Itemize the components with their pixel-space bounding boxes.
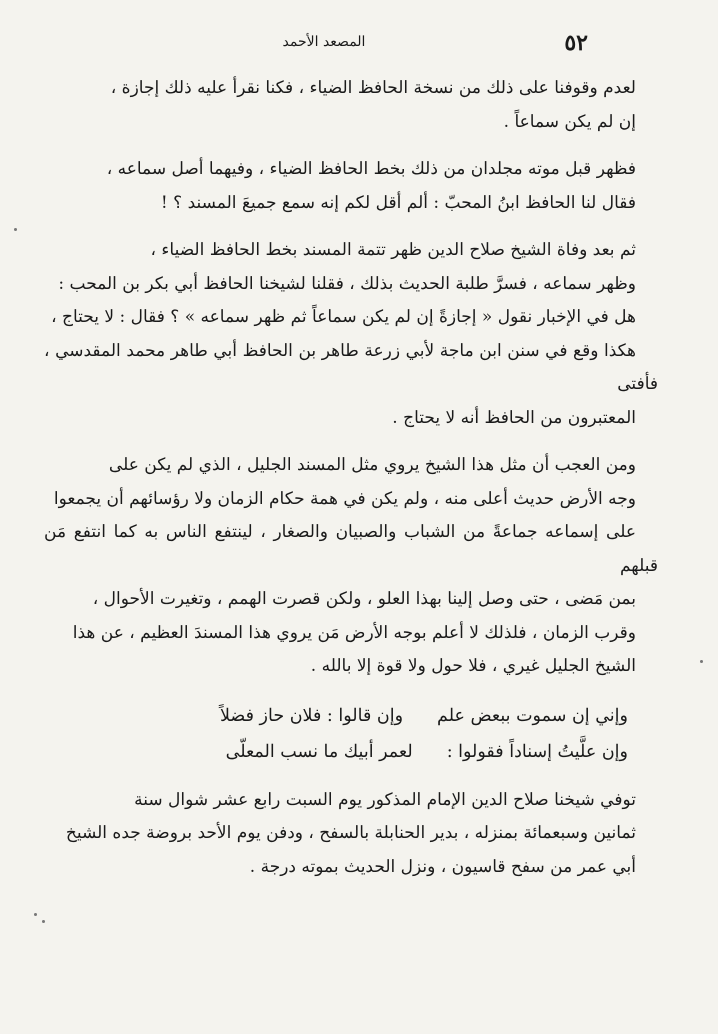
text-line: فظهر قبل موته مجلدان من ذلك بخط الحافظ الضياء ، وفيهما أصل سماعه ، bbox=[106, 159, 636, 179]
text-line: على إسماعه جماعةً من الشباب والصبيان والصغار ، لينتفع الناس به كما انتفع مَن قبلهم bbox=[44, 522, 658, 576]
paragraph bbox=[44, 449, 658, 684]
paragraph bbox=[44, 72, 658, 139]
text-line: وقرب الزمان ، فلذلك لا أعلم بوجه الأرض مَن يروي هذا المسندَ العظيم ، عن هذا bbox=[72, 622, 636, 643]
text-line: لعدم وقوفنا على ذلك من نسخة الحافظ الضياء ، فكنا نقرأ عليه ذلك إجازة ، bbox=[110, 78, 636, 98]
closing-paragraph bbox=[44, 784, 658, 885]
page-header bbox=[60, 30, 588, 60]
text-line: فقال لنا الحافظ ابنُ المحبّ : ألم أقل لكم إنه سمع جميعَ المسند ؟ ! bbox=[160, 192, 636, 213]
paragraph bbox=[44, 234, 658, 435]
text-line: هل في الإخبار نقول « إجازةً إن لم يكن سماعاً ثم ظهر سماعه » ؟ فقال : لا يحتاج ، bbox=[51, 307, 636, 327]
text-line: أبي عمر من سفح قاسيون ، ونزل الحديث بموته درجة . bbox=[249, 856, 636, 877]
scan-speck bbox=[700, 660, 703, 663]
text-line: ومن العجب أن مثل هذا الشيخ يروي مثل المسند الجليل ، الذي لم يكن على bbox=[108, 455, 636, 475]
text-line: هكذا وقع في سنن ابن ماجة لأبي زرعة طاهر بن الحافظ أبي طاهر محمد المقدسي ، فأفتى bbox=[44, 340, 658, 394]
text-line: إن لم يكن سماعاً . bbox=[503, 111, 636, 132]
text-line: ثم بعد وفاة الشيخ صلاح الدين ظهر تتمة المسند بخط الحافظ الضياء ، bbox=[150, 240, 636, 260]
verse-second-hemistich: وإن قالوا : فلان حاز فضلاً bbox=[219, 705, 404, 726]
page-body bbox=[44, 72, 658, 898]
scan-speck bbox=[34, 913, 37, 916]
text-line: المعتبرون من الحافظ أنه لا يحتاج . bbox=[392, 407, 636, 428]
poem-verse bbox=[44, 698, 628, 734]
scan-speck bbox=[14, 228, 17, 231]
text-line: توفي شيخنا صلاح الدين الإمام المذكور يوم السبت رابع عشر شوال سنة bbox=[134, 789, 636, 810]
page-number: ٥٢ bbox=[564, 30, 588, 56]
poem bbox=[44, 698, 658, 770]
poem-verse bbox=[44, 734, 628, 770]
text-line: بمن مَضى ، حتى وصل إلينا بهذا العلو ، ولكن قصرت الهمم ، وتغيرت الأحوال ، bbox=[92, 589, 636, 609]
text-line: ثمانين وسبعمائة بمنزله ، بدير الحنابلة بالسفح ، ودفن يوم الأحد بروضة جده الشيخ bbox=[65, 823, 636, 843]
text-line: وظهر سماعه ، فسرَّ طلبة الحديث بذلك ، فقلنا لشيخنا الحافظ أبي بكر بن المحب : bbox=[58, 273, 636, 294]
running-title: المصعد الأحمد bbox=[282, 34, 366, 50]
verse-first-hemistich: وإني إن سموت ببعض علم bbox=[437, 705, 628, 726]
scan-speck bbox=[42, 920, 45, 923]
verse-second-hemistich: لعمر أبيك ما نسب المعلّى bbox=[225, 741, 413, 762]
text-line: الشيخ الجليل غيري ، فلا حول ولا قوة إلا بالله . bbox=[310, 656, 636, 676]
verse-first-hemistich: وإن علَّيتُ إسناداً فقولوا : bbox=[446, 741, 628, 762]
text-line: وجه الأرض حديث أعلى منه ، ولم يكن في همة حكام الزمان ولا رؤسائهم أن يجمعوا bbox=[53, 488, 636, 509]
paragraph bbox=[44, 153, 658, 220]
